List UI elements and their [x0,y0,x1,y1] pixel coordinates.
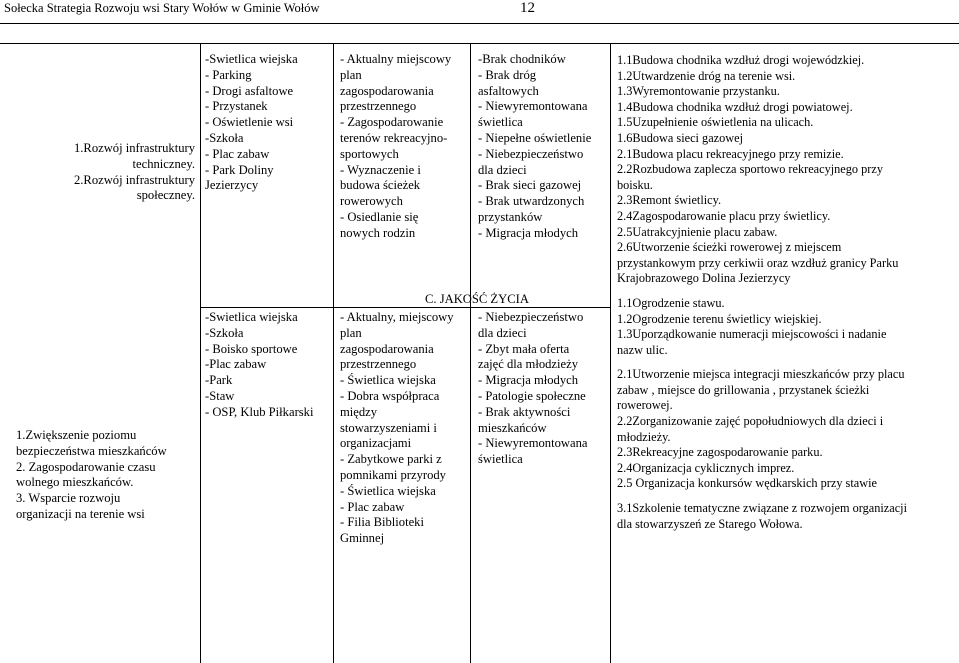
section-label: C. JAKOŚĆ ŻYCIA [425,292,529,306]
text-line: 2. Zagospodarowanie czasu [16,459,156,474]
text-line: bezpieczeństwa mieszkańców [16,443,167,458]
text-line: 2.2Rozbudowa zaplecza sportowo rekreacyjnego przy [617,162,883,177]
text-line: dla dzieci [478,162,527,177]
text-line: 1.Rozwój infrastruktury [73,141,195,155]
text-line: - Brak dróg [478,67,537,82]
row2-weaknesses-cell [478,310,587,468]
text-line: organizacjami [340,436,412,451]
text-line: - Osiedlanie się [340,209,419,224]
spacer [617,287,907,296]
text-line: 2.3Rekreacyjne zagospodarowanie parku. [617,445,823,460]
text-line: świetlica [478,115,523,130]
text-line: - Plac zabaw [205,146,270,161]
text-line: 1.2Utwardzenie dróg na terenie wsi. [617,68,796,83]
text-line: - Zabytkowe parki z [340,452,442,467]
text-line: asfaltowych [478,83,539,98]
text-line: - Brak utwardzonych [478,194,585,209]
text-line: wolnego mieszkańców. [16,475,134,490]
text-line: budowa ścieżek [340,178,421,193]
text-line: - Zagospodarowanie [340,115,444,130]
text-line: - Niebezpieczeństwo [478,310,584,324]
text-line: 2.4Zagospodarowanie placu przy świetlicy. [617,208,831,223]
text-line: 1.3Wyremontowanie przystanku. [617,84,780,99]
text-line: 2.1Utworzenie miejsca integracji mieszkańców przy placu [617,367,905,382]
text-line: 1.3Uporządkowanie numeracji miejscowości i nadanie [617,327,887,342]
text-line: -Szkoła [205,325,244,340]
text-line: dla stowarzyszeń ze Starego Wołowa. [617,516,803,531]
text-line: - Plac zabaw [340,499,405,514]
text-line: 2.3Remont świetlicy. [617,193,722,208]
text-line: organizacji na terenie wsi [16,506,145,521]
text-line: plan [340,67,362,82]
text-line: -Brak chodników [478,52,566,66]
table-column-divider [333,43,334,663]
text-line: przestrzennego [340,357,417,372]
text-line: 2.5Uatrakcyjnienie placu zabaw. [617,224,778,239]
text-line: -Swietlica wiejska [205,310,298,324]
text-line: przystankowym przy cerkiwii oraz wzdłuż granicy Parku [617,255,899,270]
row1-opportunities-cell [340,52,451,242]
text-line: 2.2Zorganizowanie zajęć popołudniowych dla dzieci i [617,414,884,429]
text-line: - Filia Biblioteki [340,515,424,530]
text-line: rowerowej. [617,398,673,413]
spacer [617,358,907,367]
row1-resources-cell [205,52,298,194]
text-line: między [340,404,378,419]
text-line: -Plac zabaw [205,357,267,372]
text-line: - Niebezpieczeństwo [478,146,584,161]
text-line: 2.4Organizacja cyklicznych imprez. [617,460,795,475]
table-top-border [0,43,959,44]
text-line: - Zbyt mała oferta [478,341,570,356]
text-line: młodzieży. [617,429,671,444]
document-title: Sołecka Strategia Rozwoju wsi Stary Wołów w Gminie Wołów [4,1,320,15]
text-line: - Migracja młodych [478,373,579,388]
text-line: - Brak sieci gazowej [478,178,582,193]
text-line: 2.5 Organizacja konkursów wędkarskich przy stawie [617,476,877,491]
text-line: - Patologie społeczne [478,388,586,403]
row2-resources-cell [205,310,313,421]
text-line: 1.Zwiększenie poziomu [16,428,137,442]
text-line: 2.6Utworzenie ścieżki rowerowej z miejscem [617,240,842,255]
text-line: dla dzieci [478,325,527,340]
text-line: - Brak aktywności [478,404,571,419]
text-line: - Niepełne oświetlenie [478,130,592,145]
text-line: -Szkoła [205,130,244,145]
text-line: - Świetlica wiejska [340,373,436,388]
text-line: - Boisko sportowe [205,341,298,356]
text-line: społeczney. [136,188,195,203]
spacer [617,492,907,501]
text-line: 1.6Budowa sieci gazowej [617,130,744,145]
text-line: Jezierzycy [205,178,259,193]
text-line: - Świetlica wiejska [340,483,436,498]
text-line: - Drogi asfaltowe [205,83,294,98]
text-line: - Aktualny miejscowy [340,52,452,66]
text-line: - Oświetlenie wsi [205,115,294,130]
text-line: nazw ulic. [617,342,668,357]
text-line: mieszkańców [478,420,547,435]
text-line: - Dobra współpraca [340,388,440,403]
text-line: nowych rodzin [340,225,416,240]
text-line: - Przystanek [205,99,268,114]
row2-goals-cell [16,428,167,523]
table-column-divider [470,43,471,663]
text-line: 1.2Ogrodzenie terenu świetlicy wiejskiej. [617,311,822,326]
text-line: - Niewyremontowana [478,436,588,451]
text-line: świetlica [478,452,523,467]
text-line: - Parking [205,67,252,82]
text-line: zagospodarowania [340,341,434,356]
text-line: -Swietlica wiejska [205,52,298,66]
header-rule [0,23,959,24]
text-line: pomnikami przyrody [340,467,446,482]
text-line: - OSP, Klub Piłkarski [205,404,314,419]
text-line: sportowych [340,146,399,161]
text-line: przystanków [478,209,543,224]
text-line: 1.5Uzupełnienie oświetlenia na ulicach. [617,115,814,130]
table-row-divider [200,307,610,308]
text-line: 2.1Budowa placu rekreacyjnego przy remizie. [617,146,844,161]
text-line: 1.1Ogrodzenie stawu. [617,295,725,310]
text-line: Krajobrazowego Dolina Jezierzycy [617,271,791,286]
text-line: terenów rekreacyjno- [340,130,448,145]
page-header [0,0,959,28]
text-line: Gminnej [340,531,385,546]
text-line: 3. Wsparcie rozwoju [16,491,121,506]
text-line: boisku. [617,177,653,192]
text-line: - Wyznaczenie i [340,162,421,177]
row1-weaknesses-cell [478,52,591,242]
actions-cell [617,53,907,532]
text-line: -Staw [205,388,235,403]
text-line: zagospodarowania [340,83,434,98]
text-line: zabaw , miejsce do grillowania , przystanek ścieżki [617,382,870,397]
text-line: 2.Rozwój infrastruktury [73,172,195,187]
text-line: 3.1Szkolenie tematyczne związane z rozwojem organizacji [617,501,907,516]
text-line: zajęć dla młodzieży [478,357,578,372]
row1-goals-cell [2,141,195,204]
text-line: 1.4Budowa chodnika wzdłuż drogi powiatowej. [617,99,853,114]
table-column-divider [200,43,201,663]
text-line: 1.1Budowa chodnika wzdłuż drogi wojewódzkiej. [617,53,865,67]
text-line: - Niewyremontowana [478,99,588,114]
text-line: techniczney. [132,156,195,171]
text-line: - Park Doliny [205,162,274,177]
text-line: stowarzyszeniami i [340,420,437,435]
text-line: rowerowych [340,194,403,209]
text-line: -Park [205,373,233,388]
text-line: przestrzennego [340,99,417,114]
row2-opportunities-cell [340,310,454,547]
table-column-divider [610,43,611,663]
text-line: plan [340,325,362,340]
page-number: 12 [520,0,535,16]
text-line: - Migracja młodych [478,225,579,240]
text-line: - Aktualny, miejscowy [340,310,454,324]
